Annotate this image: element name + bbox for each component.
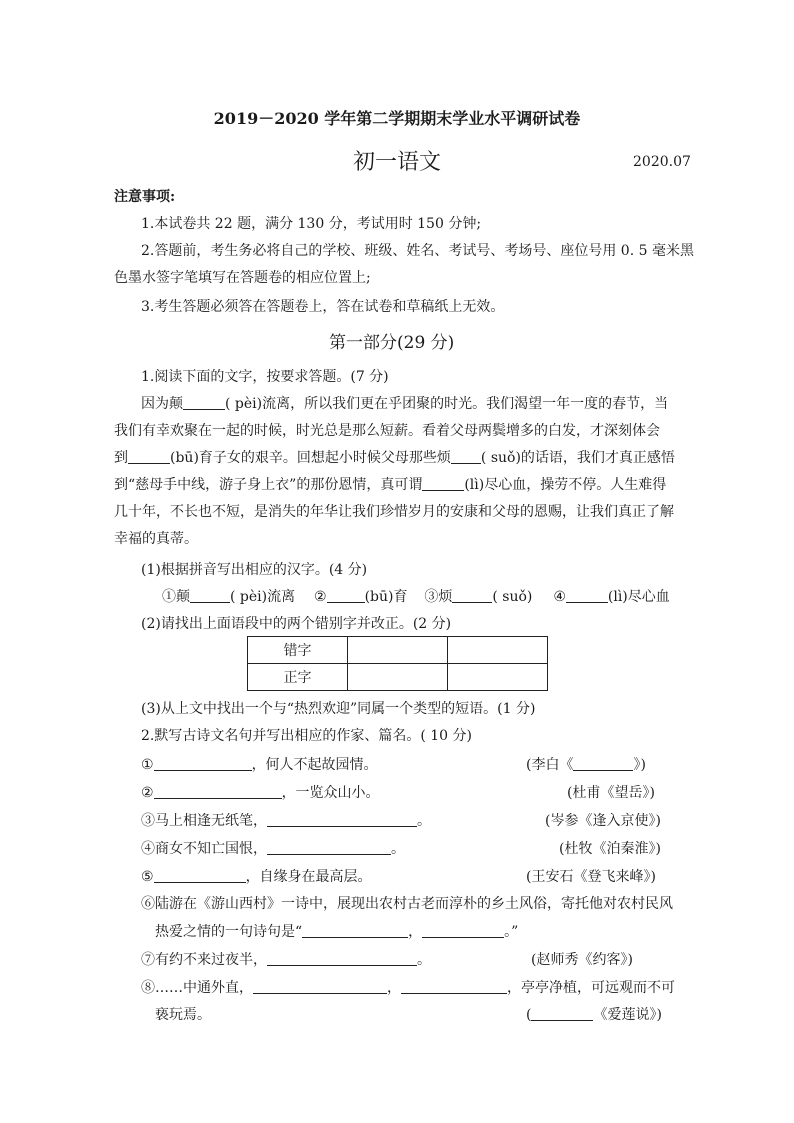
poem-item-3 [141, 810, 431, 830]
poem-source-8 [526, 1004, 662, 1024]
passage-text: ( pèi)流离，所以我们更在乎团聚的时光。我们渴望一年一度的春节，当 [225, 396, 669, 412]
sub2-stem: (2)请找出上面语段中的两个错别字并改正。(2 分) [141, 616, 452, 632]
sub3-stem: (3)从上文中找出一个与“热烈欢迎”同属一个类型的短语。(1 分) [141, 701, 536, 717]
notice-item: 1.本试卷共 22 题，满分 130 分，考试用时 150 分钟; [141, 216, 482, 232]
poem-source: 》) [633, 757, 646, 773]
sub1-label: ①颠 [162, 589, 190, 605]
notice-heading: 注意事项: [114, 189, 176, 205]
poem-item-6-answer [155, 921, 518, 941]
answer-cell[interactable] [348, 664, 448, 691]
exam-date: 2020.07 [633, 154, 691, 170]
notice-item: 2.答题前，考生务必将自己的学校、班级、姓名、考试号、考场号、座位号用 0. 5 毫米黑 [141, 243, 694, 259]
poem-text: ④商女不知亡国恨， [141, 841, 267, 857]
answer-blank[interactable] [253, 978, 387, 994]
table-cell-label: 错字 [248, 637, 348, 664]
poem-source-3: (岑参《逢入京使》) [545, 813, 661, 829]
exam-title: 2019－2020 学年第二学期期末学业水平调研试卷 [213, 109, 581, 128]
answer-blank[interactable] [566, 587, 608, 603]
poem-text: ，何人不起故园情。 [251, 757, 378, 773]
part1-heading: 第一部分(29 分) [329, 333, 455, 353]
sub1-answers [162, 586, 670, 606]
poem-source: ( [526, 1007, 532, 1023]
poem-source-1 [526, 754, 646, 774]
answer-blank[interactable] [267, 811, 417, 827]
sub1-stem: (1)根据拼音写出相应的汉字。(4 分) [141, 562, 368, 578]
poem-source: 《爱莲说》) [593, 1007, 662, 1023]
passage-text: (lì)尽心血，操劳不停。人生难得 [464, 477, 667, 493]
passage-line-2: 我们有幸欢聚在一起的时候，时光总是那么短薪。看着父母两鬓增多的白发，才深刻体会 [114, 423, 660, 439]
poem-item-7 [141, 949, 431, 969]
poem-source-2: (杜甫《望岳》) [567, 785, 655, 801]
poem-text: ② [141, 785, 154, 801]
poem-text: 。 [417, 952, 431, 968]
passage-text: 因为颠 [141, 396, 183, 412]
q2-stem: 2.默写古诗文名句并写出相应的作家、篇名。( 10 分) [141, 728, 472, 744]
passage-line-6: 幸福的真蒂。 [114, 531, 198, 547]
poem-text: ，亭亭净植，可远观而不可 [507, 980, 675, 996]
poem-text: ，一览众山小。 [281, 785, 380, 801]
poem-text: 。” [504, 924, 519, 940]
poem-text: 。 [391, 841, 405, 857]
sub1-label: ( pèi)流离 [230, 589, 296, 605]
notice-item: 3.考生答题必须答在答题卷上，答在试卷和草稿纸上无效。 [141, 299, 505, 315]
passage-line-1 [141, 393, 668, 413]
poem-item-1 [141, 754, 378, 774]
correction-table [247, 636, 548, 691]
answer-blank[interactable] [422, 475, 464, 491]
answer-cell[interactable] [348, 637, 448, 664]
poem-text: ，自缘身在最高层。 [245, 869, 372, 885]
answer-blank[interactable] [422, 922, 504, 938]
answer-blank[interactable] [401, 978, 507, 994]
sub1-label: ( suǒ) [492, 589, 533, 605]
answer-blank[interactable] [302, 922, 408, 938]
poem-source-5: (王安石《登飞来峰》) [526, 869, 656, 885]
table-row [248, 637, 548, 664]
answer-blank[interactable] [531, 1005, 593, 1021]
passage-line-3 [114, 447, 675, 467]
answer-blank[interactable] [452, 587, 492, 603]
table-cell-label: 正字 [248, 664, 348, 691]
poem-text: ⑦有约不来过夜半， [141, 952, 267, 968]
answer-blank[interactable] [128, 448, 170, 464]
answer-blank[interactable] [451, 448, 481, 464]
answer-blank[interactable] [327, 587, 365, 603]
answer-blank[interactable] [190, 587, 230, 603]
passage-line-4 [114, 474, 666, 494]
answer-cell[interactable] [448, 664, 548, 691]
answer-blank[interactable] [154, 783, 282, 799]
sub1-label: ④ [553, 589, 566, 605]
poem-item-2 [141, 782, 380, 802]
notice-item: 色墨水签字笔填写在答题卷的相应位置上; [114, 270, 371, 286]
answer-blank[interactable] [154, 867, 246, 883]
sub1-label: ③烦 [424, 589, 453, 605]
poem-source-7: (赵师秀《约客》) [531, 952, 633, 968]
passage-line-5: 几十年，不长也不短，是消失的年华让我们珍惜岁月的安康和父母的恩赐，让我们真正了解 [114, 504, 674, 520]
answer-blank[interactable] [154, 755, 252, 771]
poem-text: ， [408, 924, 423, 940]
poem-item-4 [141, 838, 405, 858]
poem-item-8-line2: 亵玩焉。 [155, 1007, 211, 1023]
sub1-label: (lì)尽心血 [607, 589, 670, 605]
answer-cell[interactable] [448, 637, 548, 664]
passage-text: 到 [114, 450, 128, 466]
answer-blank[interactable] [267, 839, 391, 855]
poem-text: 热爱之情的一句诗句是“ [155, 924, 303, 940]
answer-blank[interactable] [267, 950, 417, 966]
q1-stem: 1.阅读下面的文字，按要求答题。(7 分) [141, 369, 389, 385]
poem-text: ③马上相逢无纸笔， [141, 813, 267, 829]
answer-blank[interactable] [183, 394, 225, 410]
poem-text: ⑤ [141, 869, 154, 885]
poem-source-4: (杜牧《泊秦淮》) [559, 841, 661, 857]
passage-text: (bū)育子女的艰辛。回想起小时候父母那些烦 [170, 450, 451, 466]
poem-text: 。 [417, 813, 431, 829]
table-row [248, 664, 548, 691]
passage-text: ( suǒ)的话语，我们才真正感悟 [480, 450, 675, 466]
poem-source: (李白《 [526, 757, 574, 773]
poem-item-8 [141, 977, 675, 997]
poem-item-5 [141, 866, 372, 886]
subject-title: 初一语文 [353, 150, 442, 175]
sub1-label: ② [314, 589, 327, 605]
answer-blank[interactable] [573, 755, 633, 771]
sub1-label: (bū)育 [364, 589, 408, 605]
poem-text: ⑧……中通外直， [141, 980, 253, 996]
poem-text: ① [141, 757, 154, 773]
passage-text: 到“慈母手中线，游子身上衣”的那份恩情，真可谓 [114, 477, 423, 493]
poem-item-6: ⑥陆游在《游山西村》一诗中，展现出农村古老而淳朴的乡土风俗，寄托他对农村民风 [141, 896, 673, 912]
poem-text: ， [387, 980, 401, 996]
